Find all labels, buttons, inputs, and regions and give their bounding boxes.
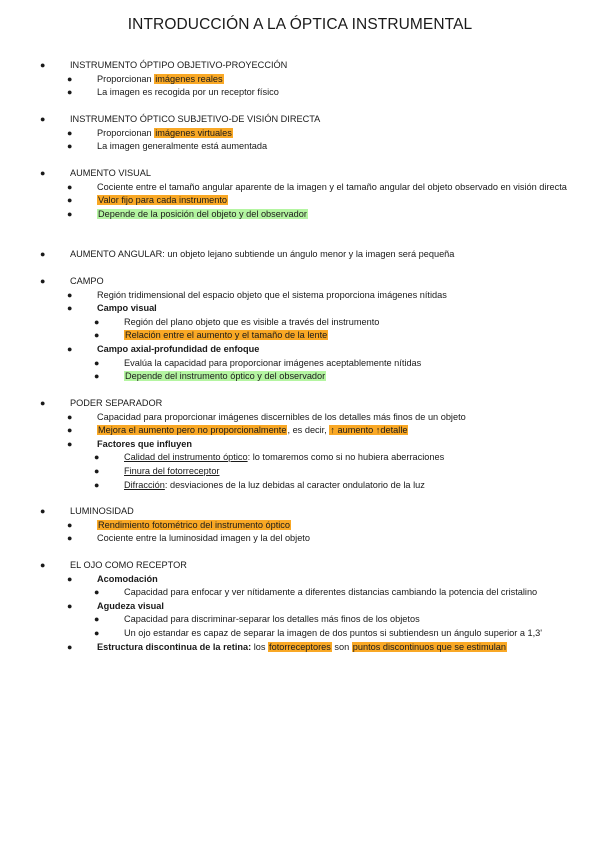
highlight-orange: ↑ aumento ↑detalle <box>330 425 408 436</box>
item-text: La imagen generalmente está aumentada <box>97 141 268 152</box>
bullet-icon: ● <box>67 195 73 206</box>
highlight-orange: puntos discontinuos que se estimulan <box>352 641 506 652</box>
list-item <box>0 505 600 519</box>
bullet-icon: ● <box>94 465 100 476</box>
bullet-icon: ● <box>94 357 100 368</box>
item-text: Región del plano objeto que es visible a través del instrumento <box>124 316 380 327</box>
bullet-icon: ● <box>94 627 100 638</box>
list-item <box>0 600 600 614</box>
section-ojo-receptor <box>0 559 600 654</box>
list-item <box>0 641 600 655</box>
bullet-icon: ● <box>40 114 46 124</box>
section-heading: CAMPO <box>70 276 104 286</box>
bullet-icon: ● <box>67 73 73 84</box>
bullet-icon: ● <box>67 425 73 436</box>
section-heading: INSTRUMENTO ÓPTICO SUBJETIVO-DE VISIÓN DIRECTA <box>70 114 321 124</box>
bullet-icon: ● <box>67 127 73 138</box>
subheading: Acomodación <box>97 573 158 584</box>
section-aumento-angular <box>0 248 600 262</box>
bullet-icon: ● <box>94 371 100 382</box>
bullet-icon: ● <box>67 533 73 544</box>
bullet-icon: ● <box>94 479 100 490</box>
list-item <box>0 59 600 73</box>
bullet-icon: ● <box>94 587 100 598</box>
section-vision-directa <box>0 113 600 154</box>
item-text: Un ojo estandar es capaz de separar la imagen de dos puntos si subtiendesn un ángulo superior a 1,3' <box>124 627 543 638</box>
list-item <box>0 532 600 546</box>
highlight-orange: Valor fijo para cada instrumento <box>98 195 228 206</box>
bullet-icon: ● <box>67 641 73 652</box>
list-item <box>0 411 600 425</box>
page-title: INTRODUCCIÓN A LA ÓPTICA INSTRUMENTAL <box>127 16 473 33</box>
subheading: Agudeza visual <box>97 600 164 611</box>
list-item <box>0 127 600 141</box>
item-text: Capacidad para proporcionar imágenes discernibles de los detalles más finos de un objeto <box>97 411 466 422</box>
bullet-icon: ● <box>94 330 100 341</box>
list-item <box>0 86 600 100</box>
list-item <box>0 248 600 262</box>
highlight-green: Depende del instrumento óptico y del observador <box>125 371 326 382</box>
highlight-orange: imágenes virtuales <box>155 127 232 138</box>
list-item <box>0 397 600 411</box>
underlined-term: Finura del fotorreceptor <box>124 465 220 476</box>
list-item <box>0 329 600 343</box>
subheading: Estructura discontinua de la retina: <box>97 641 252 652</box>
bullet-icon: ● <box>94 614 100 625</box>
list-item <box>0 343 600 357</box>
highlight-green: Depende de la posición del objeto y del observador <box>98 208 307 219</box>
item-text: son <box>331 641 352 652</box>
list-item <box>0 289 600 303</box>
bullet-icon: ● <box>67 208 73 219</box>
section-heading: PODER SEPARADOR <box>70 398 163 408</box>
bullet-icon: ● <box>40 249 46 259</box>
item-text: Cociente entre el tamaño angular aparente de la imagen y el tamaño angular del objeto observado en visión directa <box>97 181 567 192</box>
bullet-icon: ● <box>67 343 73 354</box>
section-aumento-visual <box>0 167 600 221</box>
item-text: , es decir, <box>287 425 330 436</box>
bullet-icon: ● <box>40 276 46 286</box>
item-text: La imagen es recogida por un receptor físico <box>97 87 279 98</box>
highlight-orange: Mejora el aumento pero no proporcionalmente <box>98 425 287 436</box>
list-item <box>0 613 600 627</box>
section-poder-separador <box>0 397 600 492</box>
bullet-icon: ● <box>40 60 46 70</box>
section-heading: AUMENTO VISUAL <box>70 168 152 178</box>
list-item <box>0 316 600 330</box>
section-heading: EL OJO COMO RECEPTOR <box>70 560 187 570</box>
bullet-icon: ● <box>40 560 46 570</box>
item-text: : lo tomaremos como si no hubiera aberraciones <box>247 452 445 463</box>
item-text: Evalúa la capacidad para proporcionar imágenes aceptablemente nítidas <box>124 357 422 368</box>
bullet-icon: ● <box>67 600 73 611</box>
bullet-icon: ● <box>67 141 73 152</box>
subheading: Campo visual <box>97 303 157 314</box>
item-text: Capacidad para discriminar-separar los detalles más finos de los objetos <box>124 614 420 625</box>
highlight-orange: imágenes reales <box>155 73 223 84</box>
bullet-icon: ● <box>94 452 100 463</box>
list-item <box>0 73 600 87</box>
item-text: Región tridimensional del espacio objeto que el sistema proporciona imágenes nítidas <box>97 289 447 300</box>
underlined-term: Difracción <box>124 479 165 490</box>
list-item <box>0 424 600 438</box>
list-item <box>0 451 600 465</box>
highlight-orange: fotorreceptores <box>269 641 331 652</box>
bullet-icon: ● <box>67 87 73 98</box>
section-heading: AUMENTO ANGULAR: un objeto lejano subtiende un ángulo menor y la imagen será pequeña <box>70 249 455 259</box>
list-item <box>0 627 600 641</box>
highlight-orange: Rendimiento fotométrico del instrumento óptico <box>98 519 291 530</box>
item-text: : desviaciones de la luz debidas al caracter ondulatorio de la luz <box>164 479 425 490</box>
item-text: Proporcionan <box>97 127 155 138</box>
list-item <box>0 140 600 154</box>
list-item <box>0 167 600 181</box>
bullet-icon: ● <box>67 519 73 530</box>
list-item <box>0 181 600 195</box>
underlined-term: Calidad del instrumento óptico <box>124 452 248 463</box>
bullet-icon: ● <box>67 181 73 192</box>
item-text: Cociente entre la luminosidad imagen y la del objeto <box>97 533 310 544</box>
section-luminosidad <box>0 505 600 546</box>
item-text: Capacidad para enfocar y ver nítidamente a diferentes distancias cambiando la potencia del cristalino <box>124 587 538 598</box>
bullet-icon: ● <box>40 168 46 178</box>
list-item <box>0 357 600 371</box>
list-item <box>0 275 600 289</box>
list-item <box>0 208 600 222</box>
bullet-icon: ● <box>67 573 73 584</box>
highlight-orange: Relación entre el aumento y el tamaño de la lente <box>125 330 328 341</box>
list-item <box>0 465 600 479</box>
list-item <box>0 113 600 127</box>
section-objetivo-proyeccion <box>0 59 600 100</box>
item-text: los <box>251 641 269 652</box>
bullet-icon: ● <box>67 289 73 300</box>
list-item <box>0 519 600 533</box>
bullet-icon: ● <box>40 398 46 408</box>
section-heading: LUMINOSIDAD <box>70 506 134 516</box>
list-item <box>0 194 600 208</box>
bullet-icon: ● <box>40 506 46 516</box>
list-item <box>0 573 600 587</box>
list-item <box>0 479 600 493</box>
list-item <box>0 559 600 573</box>
list-item <box>0 370 600 384</box>
bullet-icon: ● <box>67 303 73 314</box>
bullet-icon: ● <box>94 316 100 327</box>
list-item <box>0 586 600 600</box>
list-item <box>0 438 600 452</box>
subheading: Campo axial-profundidad de enfoque <box>97 343 260 354</box>
bullet-icon: ● <box>67 411 73 422</box>
list-item <box>0 302 600 316</box>
bullet-icon: ● <box>67 438 73 449</box>
section-campo <box>0 275 600 384</box>
section-heading: INSTRUMENTO ÓPTIPO OBJETIVO-PROYECCIÓN <box>70 60 288 70</box>
item-text: Proporcionan <box>97 73 155 84</box>
subheading: Factores que influyen <box>97 438 192 449</box>
